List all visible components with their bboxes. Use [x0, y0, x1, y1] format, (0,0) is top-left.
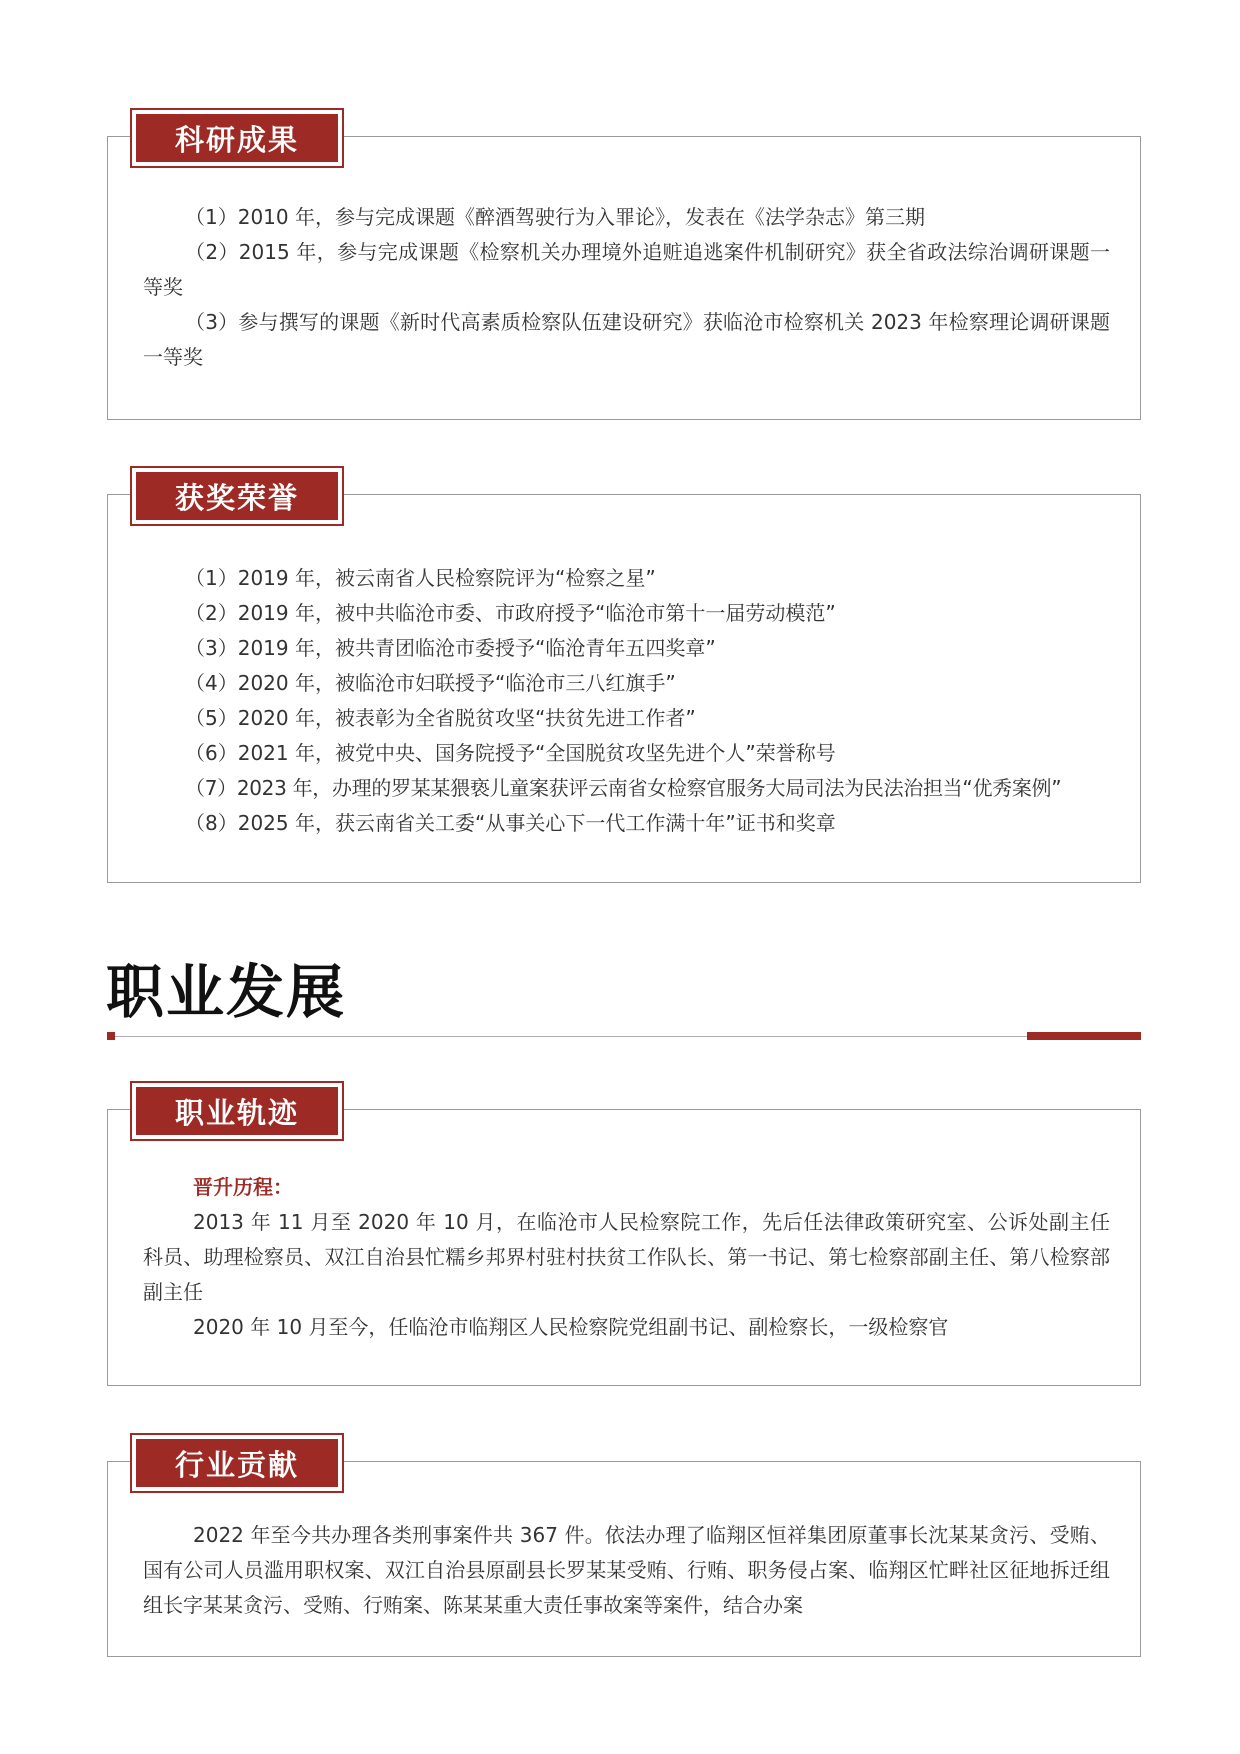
- section-tag: [130, 466, 344, 526]
- section-tag-label: 职业轨迹: [136, 1087, 338, 1135]
- section-tag: [130, 1433, 344, 1493]
- award-item: （7）2023 年，办理的罗某某猥亵儿童案获评云南省女检察官服务大局司法为民法治担当“优秀案例”: [185, 776, 1062, 800]
- heading-rule: [107, 1036, 1141, 1037]
- research-item: （1）2010 年，参与完成课题《醉酒驾驶行为入罪论》，发表在《法学杂志》第三期: [185, 205, 925, 229]
- page-heading: 职业发展: [106, 958, 347, 1026]
- career-paragraph: 2020 年 10 月至今，任临沧市临翔区人民检察院党组副书记、副检察长，一级检察官: [193, 1315, 949, 1339]
- section-tag: [130, 1081, 344, 1141]
- awards-box: [107, 480, 1141, 883]
- award-item: （5）2020 年，被表彰为全省脱贫攻坚“扶贫先进工作者”: [185, 706, 696, 730]
- section-tag-label: 获奖荣誉: [136, 472, 338, 520]
- career-box: [107, 1095, 1141, 1386]
- research-item: （2）2015 年，参与完成课题《检察机关办理境外追赃追逃案件机制研究》获全省政法综治调研课题一等奖: [143, 240, 1110, 299]
- section-tag-label: 科研成果: [136, 114, 338, 162]
- research-results-box: [107, 122, 1141, 420]
- award-item: （8）2025 年，获云南省关工委“从事关心下一代工作满十年”证书和奖章: [185, 811, 836, 835]
- section-tag-label: 行业贡献: [136, 1439, 338, 1487]
- award-item: （1）2019 年，被云南省人民检察院评为“检察之星”: [185, 566, 656, 590]
- promotion-subheading: 晋升历程：: [193, 1175, 293, 1199]
- award-item: （3）2019 年，被共青团临沧市委授予“临沧青年五四奖章”: [185, 636, 716, 660]
- contribution-content: [143, 1518, 1110, 1623]
- award-item: （2）2019 年，被中共临沧市委、市政府授予“临沧市第十一届劳动模范”: [185, 601, 836, 625]
- contribution-box: [107, 1447, 1141, 1657]
- heading-rule-dot: [107, 1032, 115, 1040]
- contribution-paragraph: 2022 年至今共办理各类刑事案件共 367 件。依法办理了临翔区恒祥集团原董事长沈某某贪污、受贿、国有公司人员滥用职权案、双江自治县原副县长罗某某受贿、行贿、职务侵占案、临翔区忙畔社区征地拆迁组组长字某某贪污、受贿、行贿案、陈某某重大责任事故案等案件，结合办案: [143, 1523, 1110, 1617]
- section-tag: [130, 108, 344, 168]
- career-content: [143, 1170, 1110, 1345]
- research-results-content: [143, 200, 1110, 375]
- research-item: （3）参与撰写的课题《新时代高素质检察队伍建设研究》获临沧市检察机关 2023 年检察理论调研课题一等奖: [143, 310, 1110, 369]
- award-item: （6）2021 年，被党中央、国务院授予“全国脱贫攻坚先进个人”荣誉称号: [185, 741, 836, 765]
- awards-content: [143, 561, 1110, 841]
- career-paragraph: 2013 年 11 月至 2020 年 10 月，在临沧市人民检察院工作，先后任法律政策研究室、公诉处副主任科员、助理检察员、双江自治县忙糯乡邦界村驻村扶贫工作队长、第一书记、第七检察部副主任、第八检察部副主任: [143, 1210, 1110, 1304]
- award-item: （4）2020 年，被临沧市妇联授予“临沧市三八红旗手”: [185, 671, 676, 695]
- heading-rule-bar: [1027, 1032, 1141, 1040]
